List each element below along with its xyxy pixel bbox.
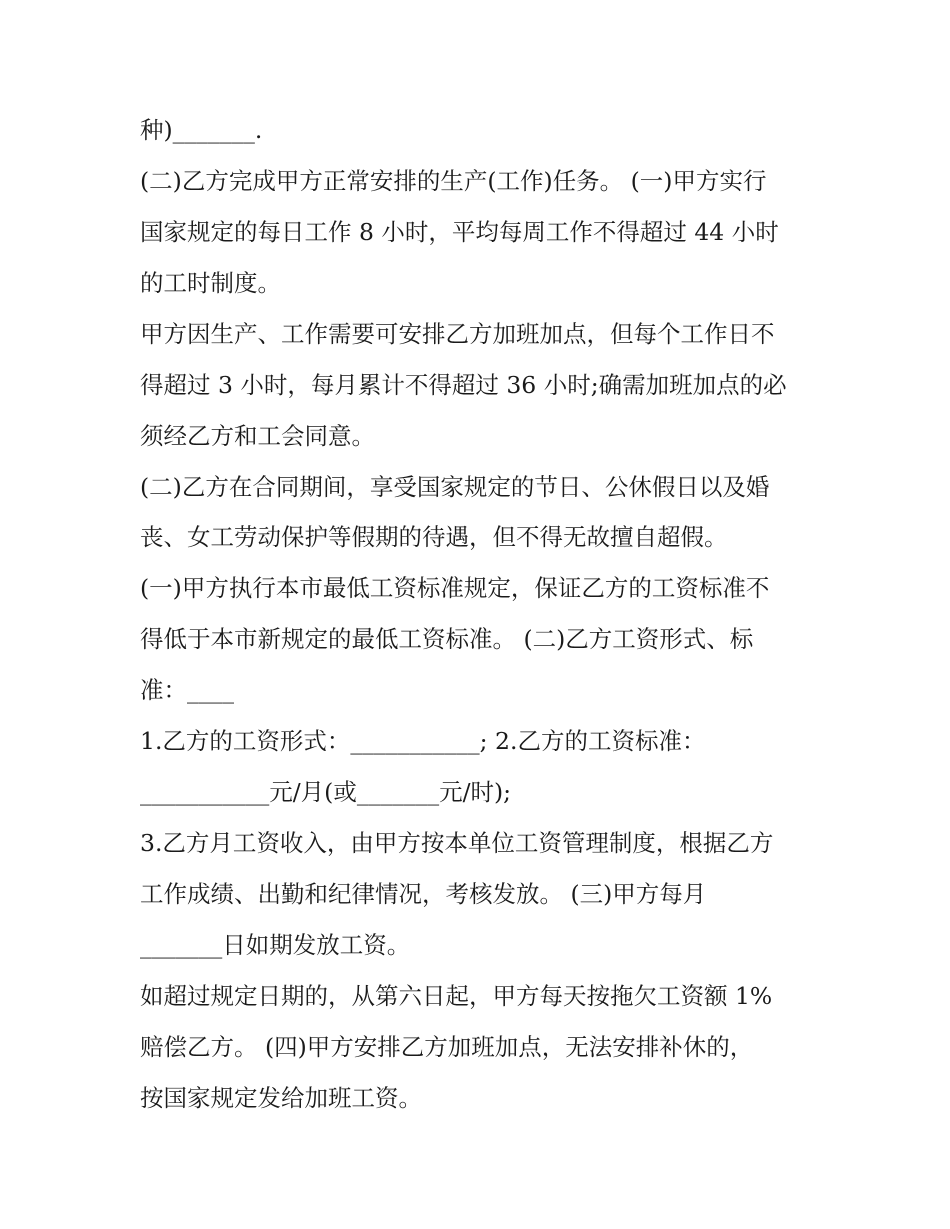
text-line: (二)乙方完成甲方正常安排的生产(工作)任务。 (一)甲方实行 xyxy=(140,167,767,195)
text-line: (一)甲方执行本市最低工资标准规定，保证乙方的工资标准不 xyxy=(140,574,770,602)
text-line: 按国家规定发给加班工资。 xyxy=(140,1084,422,1112)
text-line: 的工时制度。 xyxy=(140,269,281,297)
text-line: 工作成绩、出勤和纪律情况，考核发放。 (三)甲方每月 xyxy=(140,880,707,908)
text-line: 得低于本市新规定的最低工资标准。 (二)乙方工资形式、标 xyxy=(140,625,754,653)
text-line: 丧、女工劳动保护等假期的待遇，但不得无故擅自超假。 xyxy=(140,523,728,551)
text-line: (二)乙方在合同期间，享受国家规定的节日、公休假日以及婚 xyxy=(140,473,770,501)
text-line: 种)_______. xyxy=(140,116,263,144)
text-line: 国家规定的每日工作 8 小时，平均每周工作不得超过 44 小时 xyxy=(140,218,779,246)
text-line: 1.乙方的工资形式：___________; 2.乙方的工资标准： xyxy=(140,727,706,755)
text-line: 3.乙方月工资收入，由甲方按本单位工资管理制度，根据乙方 xyxy=(140,829,774,857)
text-line: 甲方因生产、工作需要可安排乙方加班加点，但每个工作日不 xyxy=(140,320,775,348)
text-line: 须经乙方和工会同意。 xyxy=(140,422,375,450)
text-line: 准：____ xyxy=(140,676,234,704)
text-line: 得超过 3 小时，每月累计不得超过 36 小时;确需加班加点的必 xyxy=(140,371,787,399)
text-line: _______日如期发放工资。 xyxy=(140,931,411,959)
text-line: ___________元/月(或_______元/时); xyxy=(140,778,512,806)
text-line: 如超过规定日期的，从第六日起，甲方每天按拖欠工资额 1% xyxy=(140,982,773,1010)
text-line: 赔偿乙方。 (四)甲方安排乙方加班加点，无法安排补休的， xyxy=(140,1033,754,1061)
